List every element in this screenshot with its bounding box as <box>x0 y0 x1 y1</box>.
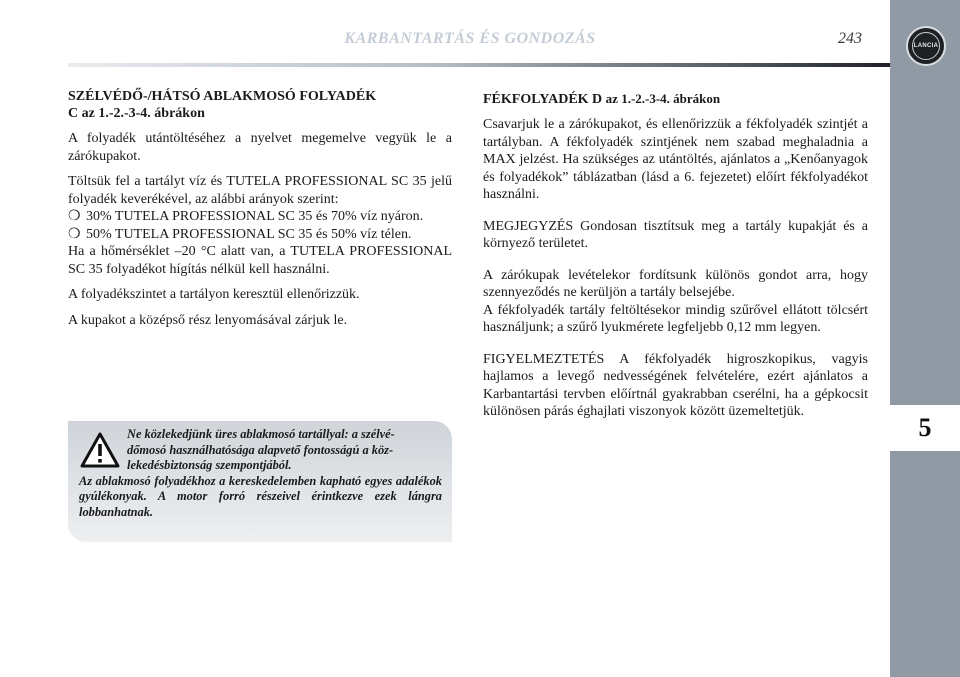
brake-fluid-heading-sub: az 1.-2.-3-4. ábrákon <box>605 91 721 106</box>
paragraph: A folyadék utántöltéséhez a nyelvet megemelve vegyük le a zárókupakot. <box>68 131 452 164</box>
caution-label: FIGYELMEZTETÉS <box>483 351 605 367</box>
paragraph: Ha a hőmérséklet –20 °C alatt van, a TUTELA PROFESSIONAL SC 35 folyadékot hígítás nélkül kell használni. <box>68 244 452 277</box>
caution-text: A fékfolyadék higroszkopikus, vagyis hajlamos a levegő nedvességének felvételére, ezért ajánlatos a Karbantartási tervben előírtnál gyakrabban cserélni, ha a gépkocsit különösen párás éghajlati viszonyok között üzemeltetjük. <box>483 351 868 419</box>
chapter-sidebar <box>890 0 960 677</box>
paragraph: A zárókupak levételekor fordítsunk különös gondot arra, hogy szennyeződés ne kerüljön a tartály belsejébe. <box>483 267 868 300</box>
note-text: Gondosan tisztítsuk meg a tartály kupakját és a környező területet. <box>483 218 869 251</box>
right-column <box>483 90 868 421</box>
bullet-icon: ❍ <box>68 209 81 224</box>
brake-fluid-heading <box>483 90 868 108</box>
list-item-text: 50% TUTELA PROFESSIONAL SC 35 és 50% víz télen. <box>86 226 412 242</box>
note-label: MEGJEGYZÉS <box>483 218 574 234</box>
washer-fluid-heading-line2: C az 1.-2.-3-4. ábrákon <box>68 106 205 121</box>
washer-fluid-heading-line1: SZÉLVÉDŐ-/HÁTSÓ ABLAKMOSÓ FOLYADÉK <box>68 89 377 104</box>
left-column <box>68 88 452 329</box>
page-number: 243 <box>838 30 862 47</box>
list-item-text: 30% TUTELA PROFESSIONAL SC 35 és 70% víz nyáron. <box>86 209 424 224</box>
chapter-tab[interactable] <box>890 405 960 451</box>
caution-paragraph <box>483 351 868 421</box>
list-item <box>68 208 452 226</box>
paragraph: A fékfolyadék tartály feltöltésekor mindig szűrővel ellátott tölcsért használjunk; a szűrő lyukmérete legfeljebb 0,12 mm legyen. <box>483 302 868 335</box>
warning-line: lekedésbiztonság szempontjából. <box>127 458 292 472</box>
bullet-icon: ❍ <box>68 226 81 242</box>
chapter-number: 5 <box>918 413 932 442</box>
header-divider <box>68 63 890 67</box>
warning-text <box>79 427 442 520</box>
list-item <box>68 226 452 244</box>
logo-emblem <box>912 32 940 60</box>
paragraph: Csavarjuk le a zárókupakot, és ellenőrizzük a fékfolyadék szintjét a tartályban. A fékfolyadék szintjének nem szabad meghaladnia a MAX jelzést. Ha szükséges az utántöltés, ajánlatos a „Kenőanyagok és folyadékok” táblázatban (lásd a 6. fejezetet) előírt fékfolyadékot használni. <box>483 117 868 202</box>
warning-line: Az ablakmosó folyadékhoz a kereskedelemben kapható egyes adalékok gyúlékonyak. A motor forró részeivel érintkezve ezek lángra lobbanhatnak. <box>79 473 442 519</box>
warning-line: Ne közlekedjünk üres ablakmosó tartállyal: a szélvé- <box>127 427 395 441</box>
warning-line: dőmosó használhatósága alapvető fontosságú a köz- <box>127 442 394 457</box>
logo-text: LANCIA <box>913 43 939 49</box>
paragraph: A kupakot a középső rész lenyomásával zárjuk le. <box>68 312 348 328</box>
brake-fluid-heading-main: FÉKFOLYADÉK D <box>483 92 603 107</box>
note-paragraph <box>483 218 868 253</box>
paragraph: Töltsük fel a tartályt víz és TUTELA PROFESSIONAL SC 35 jelű folyadék keverékével, az alábbi arányok szerint: <box>68 174 452 207</box>
section-title: KARBANTARTÁS ÉS GONDOZÁS <box>344 30 596 47</box>
washer-fluid-heading <box>68 88 452 122</box>
paragraph: A folyadékszintet a tartályon keresztül ellenőrizzük. <box>68 287 360 302</box>
lancia-logo-icon <box>906 26 946 66</box>
